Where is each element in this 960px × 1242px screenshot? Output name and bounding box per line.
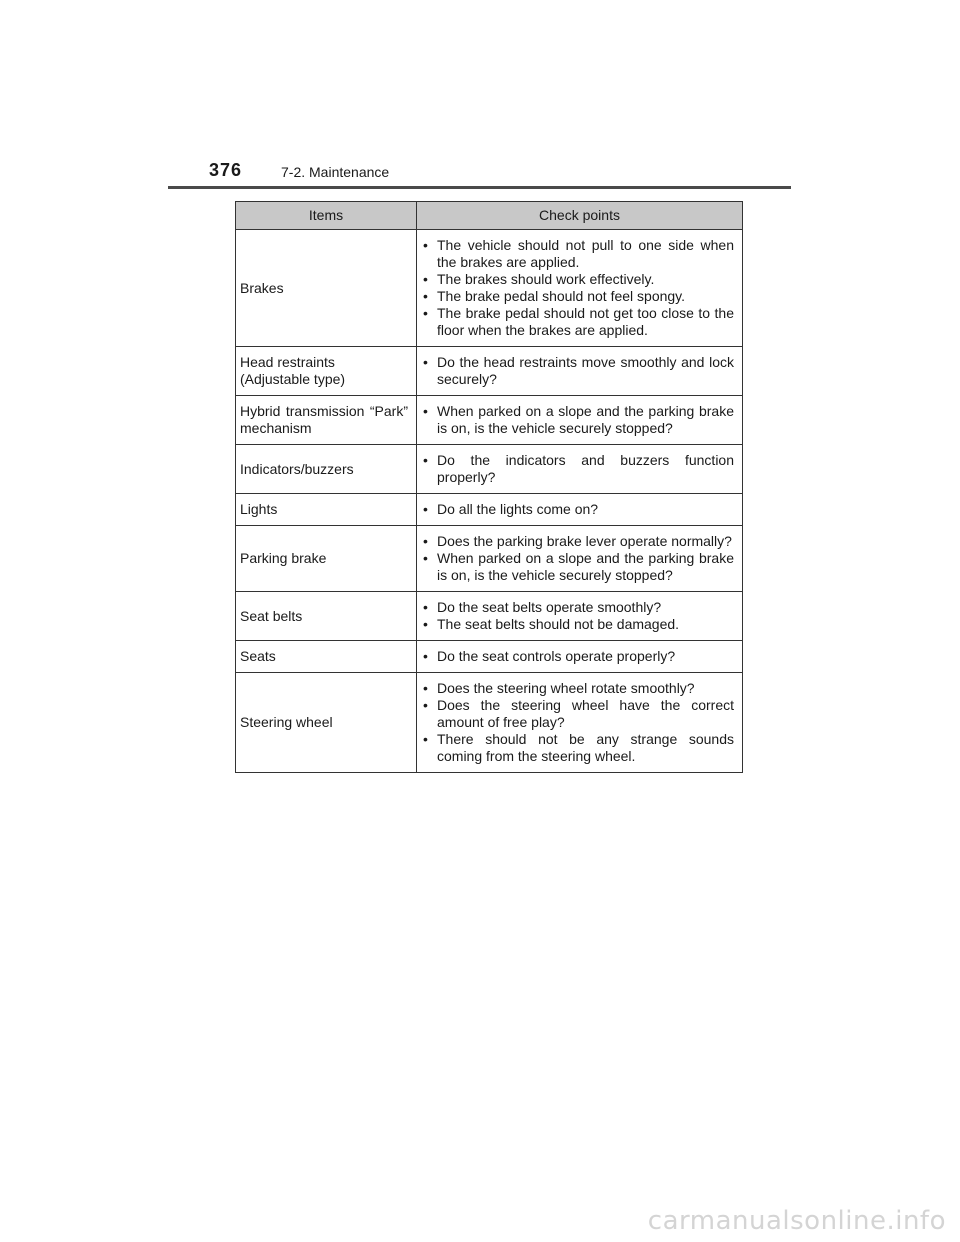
check-points-cell (417, 230, 743, 347)
table-row (236, 445, 743, 494)
item-cell: Seats (236, 641, 417, 673)
check-points-list (421, 599, 734, 633)
check-points-list (421, 354, 734, 388)
check-point: • Do all the lights come on? (423, 501, 599, 517)
check-points-list (421, 680, 734, 765)
check-point: • Do the seat controls operate properly? (423, 648, 676, 664)
bullet-icon: • (423, 237, 428, 253)
check-points-cell (417, 396, 743, 445)
check-point: • The brake pedal should not feel spongy. (423, 288, 686, 304)
bullet-icon: • (423, 731, 428, 747)
inspection-table (235, 201, 743, 773)
bullet-icon: • (423, 403, 428, 419)
check-point: • When parked on a slope and the parking brake is on, is the vehicle securely stopped? (423, 550, 734, 583)
check-points-cell (417, 641, 743, 673)
check-points-list (421, 237, 734, 339)
check-point: • Do the indicators and buzzers function properly? (423, 452, 734, 485)
check-point: • The brake pedal should not get too close to the floor when the brakes are applied. (423, 305, 734, 338)
bullet-icon: • (423, 288, 428, 304)
table-row (236, 494, 743, 526)
item-cell: Parking brake (236, 526, 417, 592)
item-cell: Lights (236, 494, 417, 526)
check-points-list (421, 452, 734, 486)
bullet-icon: • (423, 616, 428, 632)
bullet-icon: • (423, 648, 428, 664)
bullet-icon: • (423, 550, 428, 566)
check-points-cell (417, 592, 743, 641)
check-points-cell (417, 494, 743, 526)
check-point: • The seat belts should not be damaged. (423, 616, 680, 632)
check-points-list (421, 403, 734, 437)
check-point: • The vehicle should not pull to one side when the brakes are applied. (423, 237, 734, 270)
check-point: • There should not be any strange sounds coming from the steering wheel. (423, 731, 734, 764)
page-header (0, 0, 960, 190)
watermark: carmanualsonline.info (647, 1206, 946, 1236)
bullet-icon: • (423, 354, 428, 370)
item-cell: Brakes (236, 230, 417, 347)
bullet-icon: • (423, 533, 428, 549)
check-point: • Do the seat belts operate smoothly? (423, 599, 662, 615)
check-points-cell (417, 526, 743, 592)
bullet-icon: • (423, 599, 428, 615)
item-cell: Hybrid transmission “Park” mechanism (236, 396, 417, 445)
bullet-icon: • (423, 452, 428, 468)
table-row (236, 526, 743, 592)
bullet-icon: • (423, 680, 428, 696)
bullet-icon: • (423, 305, 428, 321)
item-cell: Steering wheel (236, 673, 417, 773)
table-header-row (236, 202, 743, 230)
column-header-items: Items (236, 202, 417, 230)
check-points-cell (417, 347, 743, 396)
table-row (236, 673, 743, 773)
table-row (236, 396, 743, 445)
table-row (236, 347, 743, 396)
check-point: • Does the parking brake lever operate normally? (423, 533, 732, 549)
check-points-list (421, 501, 734, 518)
item-cell: Head restraints (Adjustable type) (236, 347, 417, 396)
header-divider (168, 186, 791, 189)
page-number: 376 (209, 160, 243, 180)
check-point: • When parked on a slope and the parking brake is on, is the vehicle securely stopped? (423, 403, 734, 436)
bullet-icon: • (423, 271, 428, 287)
check-point: • Does the steering wheel rotate smoothly? (423, 680, 695, 696)
check-points-list (421, 648, 734, 665)
check-point: • The brakes should work effectively. (423, 271, 655, 287)
check-points-list (421, 533, 734, 584)
check-point: • Do the head restraints move smoothly and lock securely? (423, 354, 734, 387)
item-cell: Seat belts (236, 592, 417, 641)
check-point: • Does the steering wheel have the correct amount of free play? (423, 697, 734, 730)
bullet-icon: • (423, 501, 428, 517)
section-title: 7-2. Maintenance (281, 164, 390, 180)
check-points-cell (417, 673, 743, 773)
table-row (236, 230, 743, 347)
column-header-check-points: Check points (417, 202, 743, 230)
item-cell: Indicators/buzzers (236, 445, 417, 494)
table-row (236, 641, 743, 673)
bullet-icon: • (423, 697, 428, 713)
table-row (236, 592, 743, 641)
check-points-cell (417, 445, 743, 494)
